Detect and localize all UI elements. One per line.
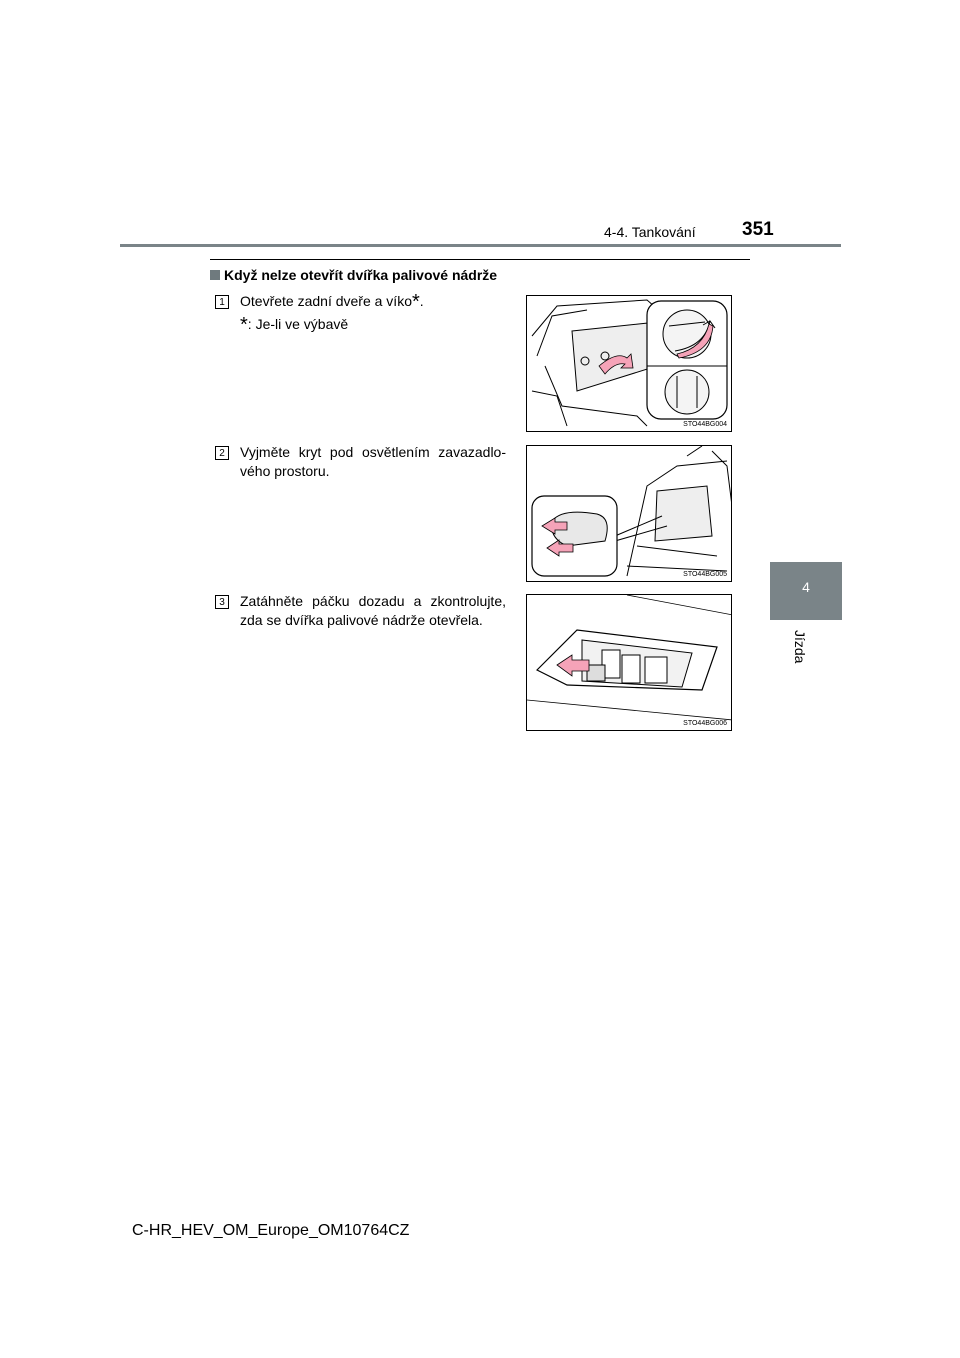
footer-doc-id-text: C-HR_HEV_OM_Europe_OM10764CZ bbox=[132, 1222, 410, 1239]
section-heading-text: Když nelze otevřít dvířka palivové nádrže bbox=[224, 267, 498, 283]
page-number: 351 bbox=[742, 219, 774, 240]
step-number-1: 1 bbox=[215, 295, 229, 309]
figure-1-drawing bbox=[527, 296, 732, 432]
section-heading bbox=[210, 267, 497, 283]
figure-2-code: STO44BG005 bbox=[683, 571, 727, 578]
step-text-2: Vyjměte kryt pod osvětlením zavazadlo-vého prostoru. bbox=[240, 444, 506, 479]
figure-1-code: STO44BG004 bbox=[683, 421, 727, 428]
chapter-number: 4 bbox=[802, 579, 810, 595]
header-section-title: 4-4. Tankování bbox=[604, 224, 696, 240]
section-rule bbox=[210, 259, 750, 260]
footnote-marker: * bbox=[240, 314, 248, 336]
step-1-marker: * bbox=[411, 291, 420, 313]
figure-3 bbox=[526, 594, 732, 731]
step-text-1 bbox=[240, 292, 506, 312]
chapter-label-wrap bbox=[778, 612, 828, 662]
figure-3-code: STO44BG006 bbox=[683, 720, 727, 727]
step-text-3: Zatáhněte páčku dozadu a zkontrolujte, zda se dvířka palivové nádrže otevřela. bbox=[240, 593, 506, 628]
step-number-2: 2 bbox=[215, 446, 229, 460]
figure-3-drawing bbox=[527, 595, 732, 731]
header-rule bbox=[120, 244, 841, 247]
heading-bullet-icon bbox=[210, 270, 220, 280]
step-text-1-main: Otevřete zadní dveře a víko bbox=[240, 293, 412, 309]
step-number-3: 3 bbox=[215, 595, 229, 609]
figure-2 bbox=[526, 445, 732, 582]
figure-2-drawing bbox=[527, 446, 732, 582]
chapter-label: Jízda bbox=[792, 630, 808, 664]
figure-1 bbox=[526, 295, 732, 432]
footnote-text: : Je-li ve výbavě bbox=[247, 316, 349, 332]
step-text-1-end: . bbox=[419, 293, 424, 309]
footnote bbox=[240, 314, 348, 337]
